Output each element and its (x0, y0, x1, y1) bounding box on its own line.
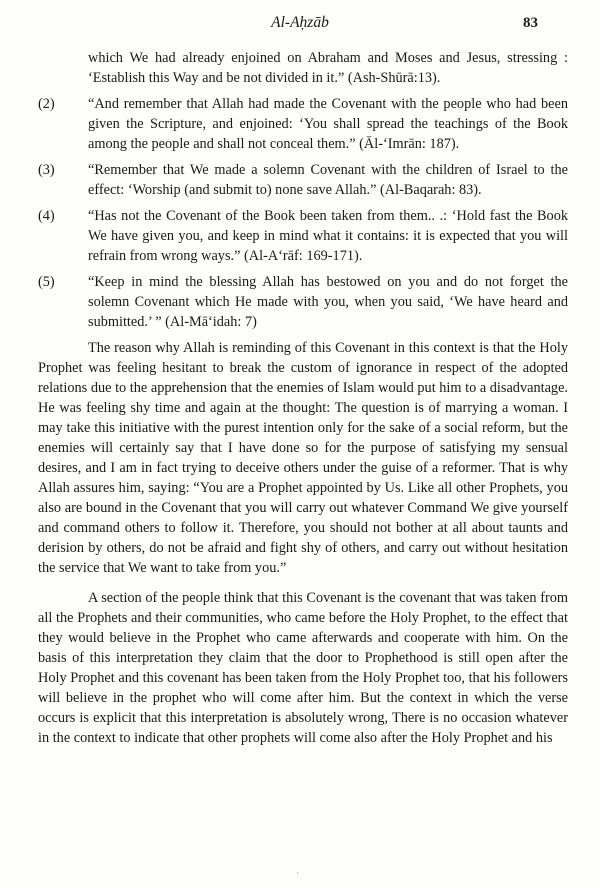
quote-item (38, 94, 568, 154)
quote-number: (2) (38, 96, 55, 112)
quote-item (38, 272, 568, 332)
continued-quote: which We had already enjoined on Abraham and Moses and Jesus, stressing : ‘Establish this Way and be not divided in it.” (Ash-Shūrā:13). (88, 50, 568, 86)
body-paragraph: A section of the people think that this Covenant is the covenant that was taken from all the Prophets and their communities, who came before the Holy Prophet, to the effect that they would believe in the Prophet who came afterwards and cooperate with him. On the basis of this interpretation they claim that the door to Prophethood is still open after the Holy Prophet and this covenant has been taken from the Holy Prophet too, that his followers will believe in the prophet who will come after him. But the context in which the verse occurs is explicit that this interpretation is absolutely wrong, There is no occasion whatever in the context to indicate that other prophets will come also after the Holy Prophet and his (38, 590, 568, 746)
print-speck: · (296, 868, 299, 878)
running-title: Al-Aḥzāb (271, 14, 329, 31)
quote-number: (5) (38, 274, 55, 290)
quote-text: “Remember that We made a solemn Covenant with the children of Israel to the effect: ‘Worship (and submit to) none save Allah.” (Al-Baqarah: 83). (88, 162, 568, 198)
running-head (0, 14, 600, 42)
quote-item (38, 160, 568, 200)
body-text (38, 48, 568, 754)
quote-number: (3) (38, 162, 55, 178)
body-paragraph: The reason why Allah is reminding of this Covenant in this context is that the Holy Prophet was feeling hesitant to break the custom of ignorance in respect of the adopted relations due to the apprehension that the enemies of Islam would put him to a disadvantage. He was feeling shy time and again at the thought: The question is of marrying a woman. I may take this initiative with the purest intention only for the sake of a social reform, but the enemies will certainly say that I have done so for the purpose of satisfying my sensual desires, and I am in fact trying to deceive others under the guise of a reformer. That is why Allah assures him, saying: “You are a Prophet appointed by Us. Like all other Prophets, you also are bound in the Covenant that you will carry out whatever Command We give yourself and command others to follow it. Therefore, you should not bother at all about taunts and derision by others, do not be afraid and fight shy of others, and carry out without hesitation the service that We want to take from you.” (38, 340, 568, 576)
quote-text: “Has not the Covenant of the Book been taken from them.. .: ‘Hold fast the Book We have given you, and keep in mind what it contains: it is expected that you will refrain from wrong ways.” (Al-A‘rāf: 169-171). (88, 208, 568, 264)
quote-item (38, 206, 568, 266)
quote-text: “Keep in mind the blessing Allah has bestowed on you and do not forget the solemn Covenant which He made with you, when you said, ‘We have heard and submitted.’ ” (Al-Mā‘idah: 7) (88, 274, 568, 330)
page-number: 83 (523, 15, 538, 31)
quote-text: “And remember that Allah had made the Covenant with the people who had been given the Scripture, and enjoined: ‘You shall spread the teachings of the Book among the people and shall not conceal them.” (Āl-‘Imrān: 187). (88, 96, 568, 152)
quote-number: (4) (38, 208, 55, 224)
